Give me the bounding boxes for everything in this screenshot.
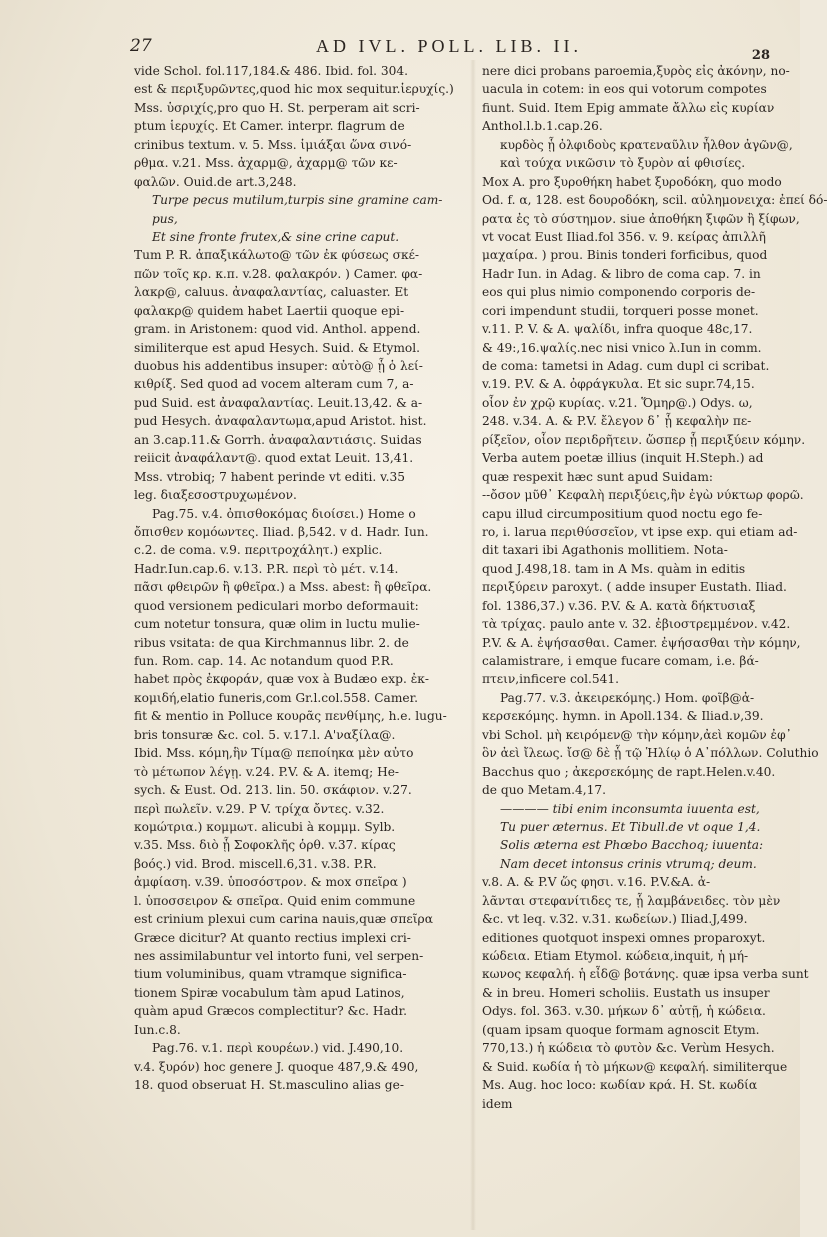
left-column	[134, 62, 464, 1095]
text-line: ὄπισθεν κομόωντες. Iliad. β,542. v d. Hadr. Iun.	[134, 524, 429, 539]
text-line: κομώτρια.) κομμωτ. alicubi à κομμμ. Sylb.	[134, 819, 396, 834]
text-line: τὰ τρίχας. paulo ante v. 32. ἐβιοστρεμμένον. v.42.	[482, 617, 791, 632]
text-line: an 3.cap.11.& Gorrh. ἀναφαλαντιάσις. Suidas	[134, 432, 422, 447]
page-number: 27	[130, 36, 152, 56]
text-line: dit taxari ibi Agathonis mollitiem. Nota-	[482, 543, 728, 558]
text-line: περιξύρειν paroxyt. ( adde insuper Eustath. Iliad.	[482, 580, 787, 595]
text-line: μαχαίρα. ) prou. Binis tonderi forficibus, quod	[482, 248, 768, 263]
text-line: & Suid. κωδία ἡ τὸ μήκων@ κεφαλή. similiterque	[482, 1059, 788, 1074]
text-line: v.8. A. & P.V ὥς φησι. v.16. P.V.&A. ἀ-	[482, 875, 711, 890]
text-line: (quam ipsam quoque formam agnoscit Etym.	[482, 1022, 760, 1037]
text-line: fit & mentio in Polluce κουρᾶς πενθίμης, h.e. lugu-	[134, 709, 447, 724]
text-line: nere dici probans paroemia,ξυρὸς εἰς ἀκόνην, no-	[482, 64, 790, 78]
text-line: φαλακρ@ quidem habet Laertii quoque epi-	[134, 303, 405, 318]
text-line: πᾶσι φθειρῶν ἢ φθεῖρα.) a Mss. abest: ἢ φθεῖρα.	[134, 580, 432, 595]
text-line: & 49:,16.ψαλίς.nec nisi vnico λ.Iun in comm.	[482, 340, 762, 355]
text-line: κώδεια. Etiam Etymol. κώδεια,inquit, ἡ μή-	[482, 949, 749, 963]
text-line: v.19. P.V. & A. ὀφράγκυλα. Et sic supr.74,15.	[482, 377, 755, 392]
text-line: ———— tibi enim inconsumta iuuenta est,	[500, 801, 760, 816]
text-line: πτειν,inficere col.541.	[482, 672, 620, 687]
text-line: v.4. ξυρόν) hoc genere J. quoque 487,9.& 490,	[134, 1059, 419, 1074]
running-title: AD IVL. POLL. LIB. II.	[316, 36, 582, 56]
text-line: Od. f. α, 128. est δουροδόκη, scil. αὐλημονειχα: ἐπεί δό-	[482, 193, 827, 208]
text-line: uacula in cotem: in eos qui votorum compotes	[482, 82, 767, 97]
text-line: l. ὑποσσειρον & σπεῖρα. Quid enim commune	[134, 893, 416, 908]
text-line: quod versionem pediculari morbo deformauit:	[134, 598, 419, 613]
text-line: ὃν ἀεὶ ἴλεως. ἴσ@ δὲ ᾗ τῷ Ἡλίῳ ὁ Α᾽πόλλων. Coluthio	[482, 746, 819, 761]
text-line: capu illud circumpositium quod noctu ego fe-	[482, 506, 763, 521]
text-line: & in breu. Homeri scholiis. Eustath us insuper	[482, 985, 770, 1000]
text-line: λακρ@, caluus. ἀναφαλαντίας, caluaster. Et	[134, 285, 409, 300]
text-line: habet πρὸς ἐκφοράν, quæ vox à Budæo exp. ἐκ-	[134, 672, 429, 687]
text-line: Hadr Iun. in Adag. & libro de coma cap. 7. in	[482, 266, 761, 281]
text-line: est & περιξυρῶντες,quod hic mox sequitur.ἱερυχίς.)	[134, 82, 454, 97]
text-line: ptum ἱερυχίς. Et Camer. interpr. flagrum de	[134, 119, 405, 134]
text-line: Et sine fronte frutex,& sine crine caput.	[152, 229, 400, 244]
text-line: crinibus textum. v. 5. Mss. ἱμιάξαι ὥνα σινό-	[134, 137, 412, 152]
text-line: editiones quotquot inspexi omnes proparoxyt.	[482, 930, 766, 945]
text-line: ribus vsitata: de qua Kirchmannus libr. 2. de	[134, 635, 409, 650]
text-line: Græce dicitur? At quanto rectius implexi cri-	[134, 930, 411, 945]
text-line: cori impendunt studii, torqueri posse monet.	[482, 303, 759, 318]
text-line: nes assimilabuntur vel intorto funi, vel serpen-	[134, 949, 424, 963]
text-line: Mss. ὑσριχίς,pro quo H. St. perperam ait scri-	[134, 100, 420, 115]
text-line: Mox A. pro ξυροθήκη habet ξυροδόκη, quo modo	[482, 174, 782, 189]
text-line: vt vocat Eust Iliad.fol 356. v. 9. κείρας ἀπιλλῆ	[482, 229, 766, 244]
text-line: fun. Rom. cap. 14. Ac notandum quod P.R.	[134, 654, 394, 668]
text-line: Pag.75. v.4. ὀπισθοκόμας διοίσει.) Home o	[152, 506, 416, 521]
text-line: cum notetur tonsura, quæ olim in luctu mulie-	[134, 617, 420, 632]
text-line: καὶ τούχα νικῶσιν τὸ ξυρὸν αἱ φθισίες.	[500, 156, 746, 171]
text-line: κωνος κεφαλή. ἡ εἶδ@ βοτάνης. quæ ipsa verba sunt	[482, 967, 809, 982]
text-line: ρθμα. v.21. Mss. ἀχαρμ@, ἀχαρμ@ τῶν κε-	[134, 156, 398, 171]
text-line: gram. in Aristonem: quod vid. Anthol. append.	[134, 322, 421, 337]
text-line: reiicit ἀναφάλαντ@. quod extat Leuit. 13,41.	[134, 451, 414, 466]
text-line: quàm apud Græcos complectitur? &c. Hadr.	[134, 1004, 407, 1019]
text-line: Pag.76. v.1. περὶ κουρέων.) vid. J.490,10.	[152, 1041, 404, 1056]
text-line: de quo Metam.4,17.	[482, 783, 607, 798]
text-line: Turpe pecus mutilum,turpis sine gramine cam-	[152, 193, 443, 208]
text-line: leg. διαξεσοστρυχωμένον.	[134, 488, 297, 503]
text-line: Mss. vtrobiq; 7 habent perinde vt editi. v.35	[134, 469, 405, 484]
text-line: --ὄσον μῦθ᾽ Κεφαλὴ περιξύεις,ἣν ἐγὼ νύκτωρ φορῶ.	[482, 488, 804, 503]
text-line: fol. 1386,37.) v.36. P.V. & A. κατὰ δήκτυσιαξ	[482, 598, 756, 613]
text-line: Solis æterna est Phœbo Bacchoq; iuuenta:	[500, 838, 764, 853]
page-header	[130, 36, 770, 63]
text-line: κιθρίξ. Sed quod ad vocem alteram cum 7, a-	[134, 377, 414, 392]
text-line: ρατα ἐς τὸ σύστημον. siue ἀποθήκη ξιφῶν ἢ ξίφων,	[482, 211, 800, 226]
text-line: Hadr.Iun.cap.6. v.13. P.R. περὶ τὸ μέτ. v.14.	[134, 561, 399, 576]
text-line: pud Suid. est ἀναφαλαντίας. Leuit.13,42. & a-	[134, 395, 423, 410]
text-line: similiterque est apud Hesych. Suid. & Etymol.	[134, 340, 421, 355]
text-line: P.V. & A. ἐψήσασθαι. Camer. ἐψήσασθαι τὴν κόμην,	[482, 635, 801, 650]
text-line: 770,13.) ἡ κώδεια τὸ φυτὸν &c. Verùm Hesych.	[482, 1041, 775, 1056]
text-line: πῶν τοῖς κρ. κ.π. v.28. φαλακρόν. ) Camer. φα-	[134, 266, 423, 281]
text-line: Iun.c.8.	[134, 1022, 181, 1037]
text-line: calamistrare, i emque fucare comam, i.e. βά-	[482, 654, 759, 668]
text-line: Odys. fol. 363. v.30. μήκων δ᾽ αὐτῇ, ἡ κώδεια.	[482, 1004, 766, 1019]
text-line: v.35. Mss. διὸ ᾗ Σοφοκλῆς ὁρθ. v.37. κίρας	[134, 838, 396, 853]
signature-mark: 28	[751, 48, 770, 63]
text-line: 248. v.34. A. & P.V. ἔλεγον δ᾽ ᾗ κεφαλὴν πε-	[482, 414, 752, 429]
text-line: Tu puer æternus. Et Tibull.de vt oque 1,4.	[500, 819, 761, 834]
text-line: fiunt. Suid. Item Epig ammate ἄλλω εἰς κυρίαν	[482, 100, 775, 115]
text-line: est crinium plexui cum carina nauis,quæ σπεῖρα	[134, 912, 433, 927]
text-line: vide Schol. fol.117,184.& 486. Ibid. fol. 304.	[134, 64, 408, 78]
text-line: tionem Spiræ vocabulum tàm apud Latinos,	[134, 985, 405, 1000]
text-line: pud Hesych. ἀναφαλαντωμα,apud Aristot. hist.	[134, 414, 427, 429]
text-line: vbi Schol. μὴ κειρόμεν@ τὴν κόμην,ἀεὶ κομῶν ἐφ᾽	[482, 727, 792, 742]
text-line: sych. & Eust. Od. 213. lin. 50. σκάφιον. v.27.	[134, 783, 412, 798]
text-line: κομιδή,elatio funeris,com Gr.l.col.558. Camer.	[134, 690, 418, 705]
text-line: Ms. Aug. hoc loco: κωδίαν κρά. H. St. κωδία	[482, 1078, 758, 1093]
text-line: duobus his addentibus insuper: αὐτὸ@ ᾗ ὁ λεί-	[134, 359, 423, 373]
text-line: tium voluminibus, quam vtramque significa-	[134, 967, 407, 982]
text-line: Bacchus quo ; ἀκερσεκόμης de rapt.Helen.v.40.	[482, 764, 776, 779]
text-line: Anthol.l.b.1.cap.26.	[482, 119, 603, 134]
text-line: bris tonsuræ &c. col. 5. v.17.l. Α'ναξίλα@.	[134, 727, 396, 742]
right-column	[482, 62, 827, 1113]
text-line: Ibid. Mss. κόμη,ἣν Τίμα@ πεποίηκα μὲν αὐτο	[134, 746, 414, 761]
text-line: de coma: tametsi in Adag. cum dupl ci scribat.	[482, 359, 770, 373]
text-line: κερσεκόμης. hymn. in Apoll.134. & Iliad.ν,39.	[482, 709, 764, 724]
text-line: ρίξεῖον, οἷον περιδρῆτειν. ὥσπερ ᾗ περιξύειν κόμην.	[482, 432, 806, 447]
text-line: φαλῶν. Ouid.de art.3,248.	[134, 174, 297, 189]
text-line: Tum P. R. ἀπαξικάλωτο@ τῶν ἐκ φύσεως σκέ-	[134, 248, 419, 263]
text-line: 18. quod obseruat H. St.masculino alias ge-	[134, 1078, 404, 1093]
text-line: οἷον ἐν χρῷ κυρίας. v.21. Ὅμηρ@.) Odys. ω,	[482, 395, 753, 410]
text-line: τὸ μέτωπον λέγῃ. v.24. P.V. & A. itemq; He-	[134, 764, 400, 779]
text-line: περὶ πωλεῖν. v.29. P V. τρίχα ὄντες. v.32.	[134, 801, 385, 816]
text-line: idem	[482, 1096, 513, 1111]
text-line: ἀμφίαση. v.39. ὑποσόστρον. & mox σπεῖρα )	[134, 875, 407, 890]
text-line: ro, i. larua περιθύσσεῖον, vt ipse exp. qui etiam ad-	[482, 524, 798, 539]
text-line: Verba autem poetæ illius (inquit H.Steph.) ad	[482, 451, 764, 466]
text-line: v.11. P. V. & A. ψαλίδι, infra quoque 48c,17.	[482, 322, 753, 337]
text-line: κυρδὸς ᾗ ὀλφιδοὺς κρατεναῦλιν ἦλθον ἀγῶν@,	[500, 137, 793, 152]
text-line: quod J.498,18. tam in A Ms. quàm in editis	[482, 561, 746, 576]
text-line: βοός.) vid. Brod. miscell.6,31. v.38. P.R.	[134, 856, 377, 871]
text-line: Pag.77. v.3. ἀκειρεκόμης.) Hom. φοῖβ@ἀ-	[500, 690, 755, 705]
text-line: c.2. de coma. v.9. περιτροχάλητ.) explic.	[134, 543, 383, 558]
text-line: Nam decet intonsus crinis vtrumq; deum.	[500, 856, 757, 871]
text-line: λᾶνται στεφανίτιδες τε, ᾗ λαμβάνειδες. τὸν μὲν	[482, 893, 781, 908]
text-line: pus,	[152, 211, 178, 226]
text-line: quæ respexit hæc sunt apud Suidam:	[482, 469, 713, 484]
text-line: &c. vt leq. v.32. v.31. κωδείων.) Iliad.J,499.	[482, 912, 748, 927]
text-line: eos qui plus nimio componendo corporis de-	[482, 285, 756, 300]
